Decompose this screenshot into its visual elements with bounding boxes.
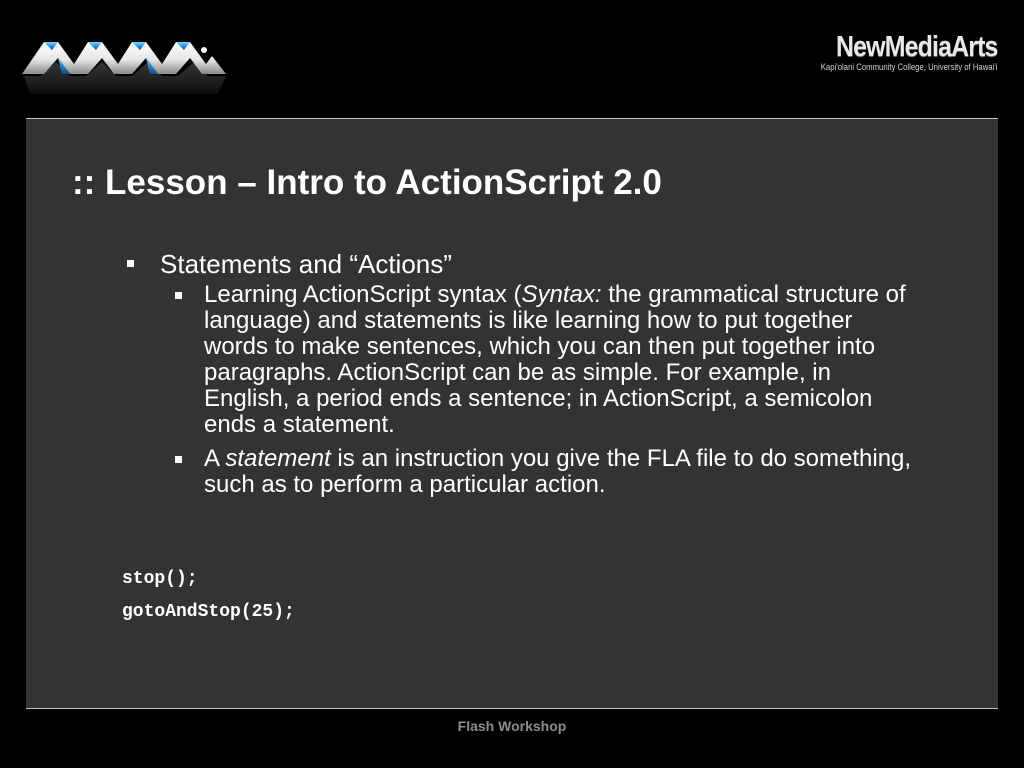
sub-bullet-text-end: is an instruction you give the FLA file to do something, such as to perform a particular action. [204,445,912,498]
nma-logo-icon [22,36,228,102]
content-panel [26,118,998,709]
square-bullet-icon [175,456,182,463]
brand-name: NewMediaArts [836,31,998,63]
square-bullet-icon [175,292,182,299]
sub-bullet-list [160,282,912,498]
code-block [122,569,295,635]
bullet-item [122,249,912,498]
bullet-list [122,249,912,506]
sub-bullet-italic: Syntax: [521,281,602,308]
code-line: stop(); [122,569,198,589]
sub-bullet-text-start: A [204,445,226,472]
code-line: gotoAndStop(25); [122,602,295,622]
slide-title: :: Lesson – Intro to ActionScript 2.0 [72,163,662,202]
square-bullet-icon [127,260,134,267]
bullet-text: Statements and “Actions” [160,249,452,279]
sub-bullet-text-start: Learning ActionScript syntax ( [204,281,522,308]
sub-bullet-italic: statement [225,445,331,472]
sub-bullet-item [160,282,912,438]
footer-text: Flash Workshop [457,718,567,734]
sub-bullet-item [160,446,912,498]
brand [792,32,998,72]
header [0,0,1024,118]
brand-subtitle: Kapi'olani Community College, University of Hawai'i [821,62,998,72]
sub-bullet-text-end: the grammatical structure of language) and statements is like learning how to put together words to make sentences, which you can then put together into paragraphs. ActionScript can be as simple. For example, in English, a period ends a sentence; in ActionScript, a semicolon ends a statement. [204,281,906,438]
